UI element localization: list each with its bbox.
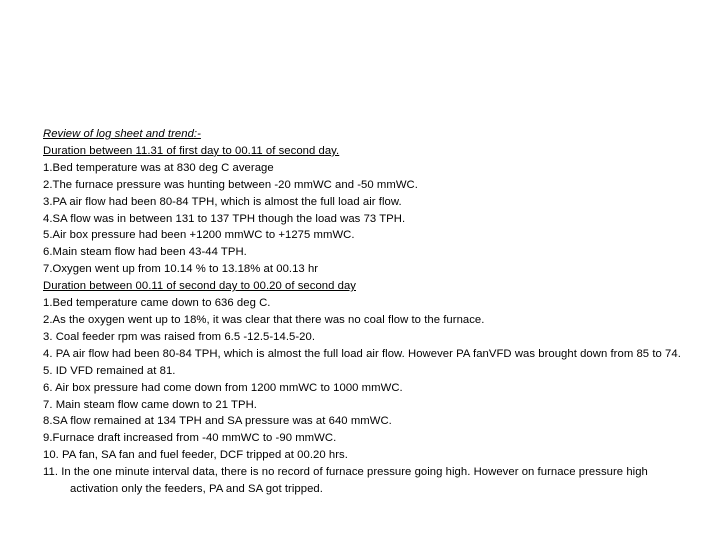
section-1-item-6: 6.Main steam flow had been 43-44 TPH. xyxy=(43,246,247,259)
section-2-item-9: 9.Furnace draft increased from -40 mmWC to -90 mmWC. xyxy=(43,432,337,445)
log-review-text xyxy=(43,126,693,498)
section-2-item-4: 4. PA air flow had been 80-84 TPH, which is almost the full load air flow. However PA fanVFD was brought down from 85 to 74. xyxy=(43,347,681,360)
section-1-item-2: 2.The furnace pressure was hunting between -20 mmWC and -50 mmWC. xyxy=(43,178,418,191)
section-2-item-5: 5. ID VFD remained at 81. xyxy=(43,364,176,377)
section-2-item-11: 11. In the one minute interval data, there is no record of furnace pressure going high. However on furnace pressure high activation only the feeders, PA and SA got tripped. xyxy=(43,466,648,496)
section-2-item-1: 1.Bed temperature came down to 636 deg C. xyxy=(43,297,271,310)
section-1-item-7: 7.Oxygen went up from 10.14 % to 13.18% at 00.13 hr xyxy=(43,263,319,276)
section-2-item-7: 7. Main steam flow came down to 21 TPH. xyxy=(43,398,257,411)
section-1-heading: Duration between 11.31 of first day to 00.11 of second day. xyxy=(43,144,340,157)
section-2-heading: Duration between 00.11 of second day to 00.20 of second day xyxy=(43,280,356,293)
section-2-item-2: 2.As the oxygen went up to 18%, it was clear that there was no coal flow to the furnace. xyxy=(43,313,485,326)
section-2-item-3: 3. Coal feeder rpm was raised from 6.5 -12.5-14.5-20. xyxy=(43,330,316,343)
section-2-item-8: 8.SA flow remained at 134 TPH and SA pressure was at 640 mmWC. xyxy=(43,415,392,428)
section-1-item-4: 4.SA flow was in between 131 to 137 TPH though the load was 73 TPH. xyxy=(43,212,406,225)
document-title: Review of log sheet and trend:- xyxy=(43,128,201,140)
section-2-item-10: 10. PA fan, SA fan and fuel feeder, DCF tripped at 00.20 hrs. xyxy=(43,449,348,462)
section-1-item-3: 3.PA air flow had been 80-84 TPH, which is almost the full load air flow. xyxy=(43,195,402,208)
section-1-item-5: 5.Air box pressure had been +1200 mmWC to +1275 mmWC. xyxy=(43,229,355,242)
section-2-item-6: 6. Air box pressure had come down from 1200 mmWC to 1000 mmWC. xyxy=(43,381,403,394)
section-1-item-1: 1.Bed temperature was at 830 deg C average xyxy=(43,161,274,174)
